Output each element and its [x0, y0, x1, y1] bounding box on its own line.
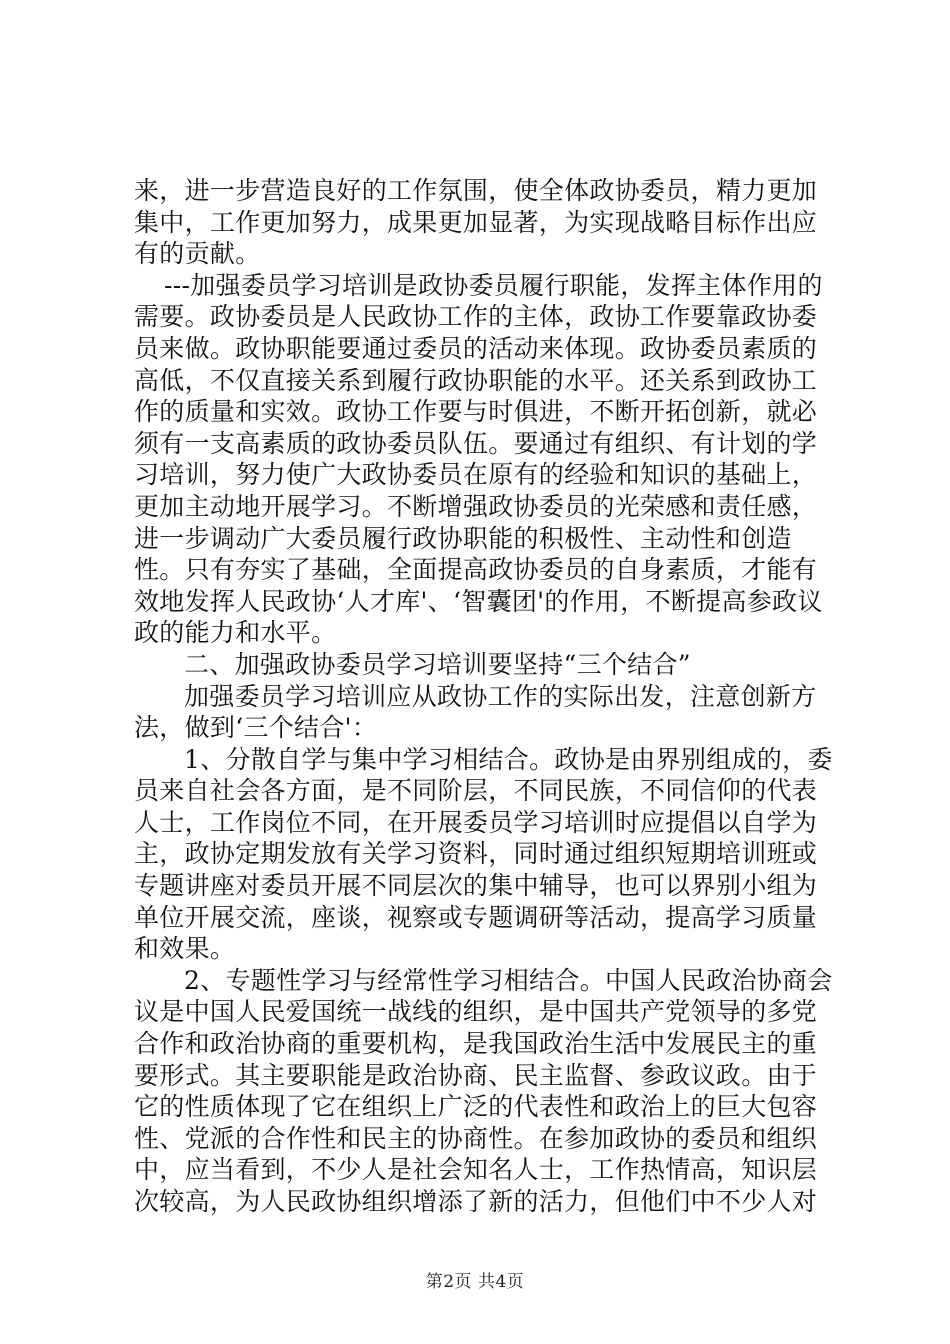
page-footer [0, 1267, 950, 1292]
paragraph-member-training-need: ---加强委员学习培训是政协委员履行职能，发挥主体作用的需要。政协委员是人民政协工作的主体，政协工作要靠政协委员来做。政协职能要通过委员的活动来体现。政协委员素质的高低，不仅直接关系到履行政协职能的水平。还关系到政协工作的质量和实效。政协工作要与时俱进，不断开拓创新，就必须有一支高素质的政协委员队伍。要通过有组织、有计划的学习培训，努力使广大政协委员在原有的经验和知识的基础上，更加主动地开展学习。不断增强政协委员的光荣感和责任感，进一步调动广大委员履行政协职能的积极性、主动性和创造性。只有夯实了基础，全面提高政协委员的自身素质，才能有效地发挥人民政协‘人才库'、‘智囊团'的作用，不断提高参政议政的能力和水平。 [134, 270, 823, 648]
paragraph-three-combinations-intro: 加强委员学习培训应从政协工作的实际出发，注意创新方法，做到‘三个结合'： [134, 681, 817, 743]
paragraph-continuation: 来，进一步营造良好的工作氛围，使全体政协委员，精力更加集中，工作更加努力，成果更加显著，为实现战略目标作出应有的贡献。 [134, 176, 818, 269]
page-number-label: 第2页 共4页 [425, 1272, 525, 1292]
paragraph-item-1: 1、分散自学与集中学习相结合。政协是由界别组成的，委员来自社会各方面，是不同阶层，不同民族，不同信仰的代表人士，工作岗位不同，在开展委员学习培训时应提倡以自学为主，政协定期发放有关学习资料，同时通过组织短期培训班或专题讲座对委员开展不同层次的集中辅导，也可以界别小组为单位开展交流，座谈，视察或专题调研等活动，提高学习质量和效果。 [134, 744, 833, 964]
paragraph-item-2: 2、专题性学习与经常性学习相结合。中国人民政治协商会议是中国人民爱国统一战线的组织，是中国共产党领导的多党合作和政治协商的重要机构，是我国政治生活中发展民主的重要形式。其主要职能是政治协商、民主监督、参政议政。由于它的性质体现了它在组织上广泛的代表性和政治上的巨大包容性、党派的合作性和民主的协商性。在参加政协的委员和组织中，应当看到，不少人是社会知名人士，工作热情高，知识层次较高，为人民政协组织增添了新的活力，但他们中不少人对 [134, 965, 833, 1216]
section-heading-three-combinations: 二、加强政协委员学习培训要坚持“三个结合” [184, 649, 691, 679]
document-body [134, 175, 834, 1218]
